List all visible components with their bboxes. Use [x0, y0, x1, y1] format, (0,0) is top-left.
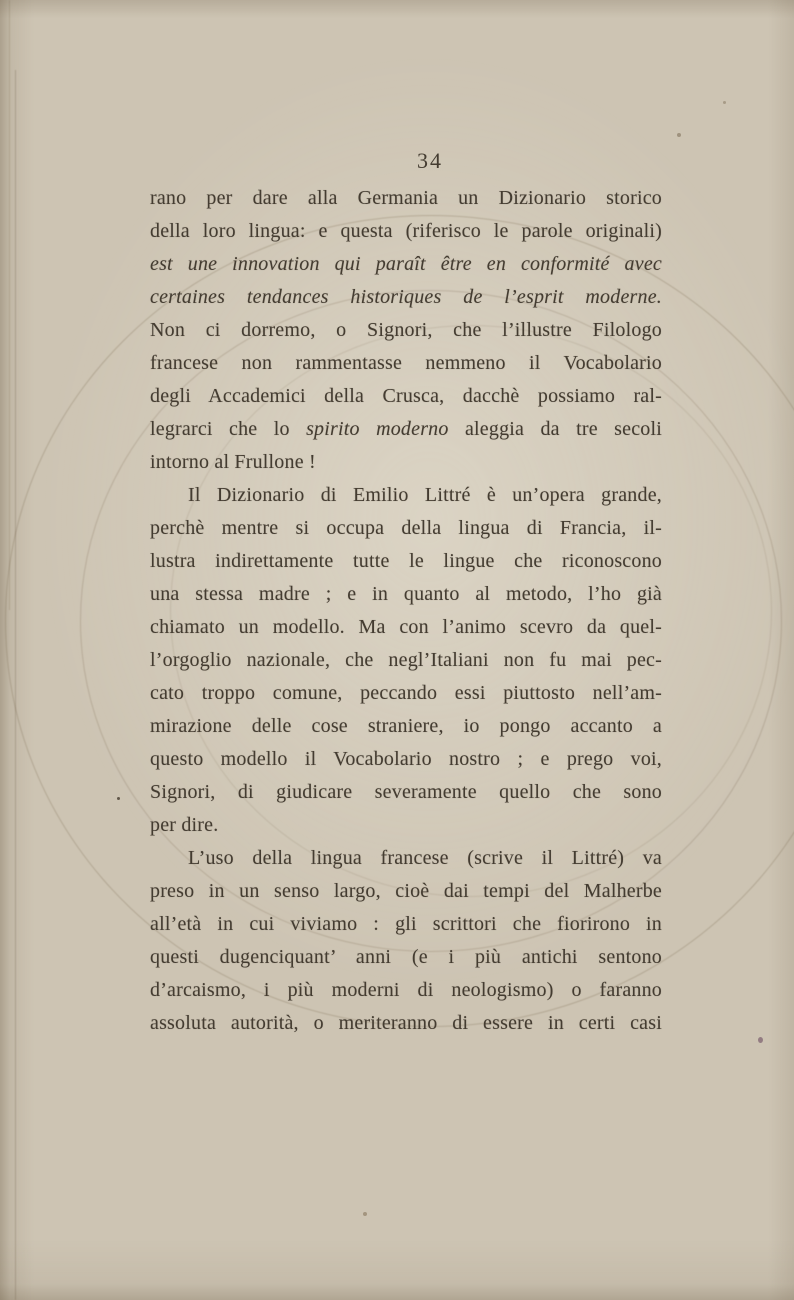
text-line: [150, 743, 662, 776]
text-line: [150, 281, 662, 314]
text-run: cato troppo comune, peccando essi piuttosto nell’am-: [150, 682, 662, 704]
text-line: [150, 314, 662, 347]
text-line: [150, 875, 662, 908]
text-run: assoluta autorità, o meriteranno di essere in certi casi: [150, 1012, 662, 1034]
text-run: questo modello il Vocabolario nostro ; e prego voi,: [150, 748, 662, 770]
text-run: Signori, di giudicare severamente quello che sono: [150, 781, 662, 803]
text-line: [150, 842, 662, 875]
italic-text-run: certaines tendances historiques de l’esprit moderne.: [150, 286, 662, 308]
text-line: [150, 578, 662, 611]
text-line: [150, 215, 662, 248]
text-run: della loro lingua: e questa (riferisco le parole originali): [150, 220, 662, 242]
italic-text-run: spirito moderno: [306, 418, 449, 440]
text-line: [150, 941, 662, 974]
paper-speck: [758, 1037, 763, 1043]
text-line: [150, 1007, 662, 1040]
text-run: mirazione delle cose straniere, io pongo accanto a: [150, 715, 662, 737]
text-run: aleggia da tre secoli: [448, 418, 663, 440]
text-run: Il Dizionario di Emilio Littré è un’opera grande,: [188, 484, 662, 506]
text-line: [150, 677, 662, 710]
text-line: [150, 413, 662, 446]
text-line: [150, 776, 662, 809]
italic-text-run: est une innovation qui paraît être en conformité avec: [150, 253, 662, 275]
text-line: [150, 512, 662, 545]
text-run: chiamato un modello. Ma con l’animo scevro da quel-: [150, 616, 662, 638]
text-run: d’arcaismo, i più moderni di neologismo) o faranno: [150, 979, 662, 1001]
text-run: una stessa madre ; e in quanto al metodo, l’ho già: [150, 583, 662, 605]
text-line: [150, 644, 662, 677]
text-run: rano per dare alla Germania un Dizionario storico: [150, 187, 662, 209]
page-crease: [15, 70, 16, 1300]
page-edge-line: [9, 0, 10, 610]
text-run: degli Accademici della Crusca, dacchè possiamo ral-: [150, 385, 662, 407]
text-line: [150, 611, 662, 644]
text-line: [150, 809, 662, 842]
paper-speck: [117, 797, 120, 800]
text-line: [150, 710, 662, 743]
text-line: [150, 545, 662, 578]
text-run: L’uso della lingua francese (scrive il Littré) va: [188, 847, 662, 869]
text-run: perchè mentre si occupa della lingua di Francia, il-: [150, 517, 662, 539]
text-run: per dire.: [150, 814, 219, 836]
paper-speck: [363, 1212, 367, 1216]
text-block: [150, 182, 662, 1040]
text-run: all’età in cui viviamo : gli scrittori che fiorirono in: [150, 913, 662, 935]
text-run: l’orgoglio nazionale, che negl’Italiani non fu mai pec-: [150, 649, 662, 671]
text-line: [150, 908, 662, 941]
text-run: preso in un senso largo, cioè dai tempi del Malherbe: [150, 880, 662, 902]
text-line: [150, 347, 662, 380]
text-run: legrarci che lo: [150, 418, 307, 440]
text-run: francese non rammentasse nemmeno il Vocabolario: [150, 352, 662, 374]
paper-speck: [723, 101, 726, 104]
text-run: intorno al Frullone !: [150, 451, 316, 473]
text-line: [150, 974, 662, 1007]
text-run: lustra indirettamente tutte le lingue che riconoscono: [150, 550, 662, 572]
text-run: Non ci dorremo, o Signori, che l’illustre Filologo: [150, 319, 662, 341]
text-line: [150, 182, 662, 215]
text-line: [150, 248, 662, 281]
paper-speck: [677, 133, 681, 137]
text-line: [150, 446, 662, 479]
text-run: questi dugenciquant’ anni (e i più antichi sentono: [150, 946, 662, 968]
page-number: 34: [417, 148, 443, 173]
text-line: [150, 479, 662, 512]
text-line: [150, 380, 662, 413]
